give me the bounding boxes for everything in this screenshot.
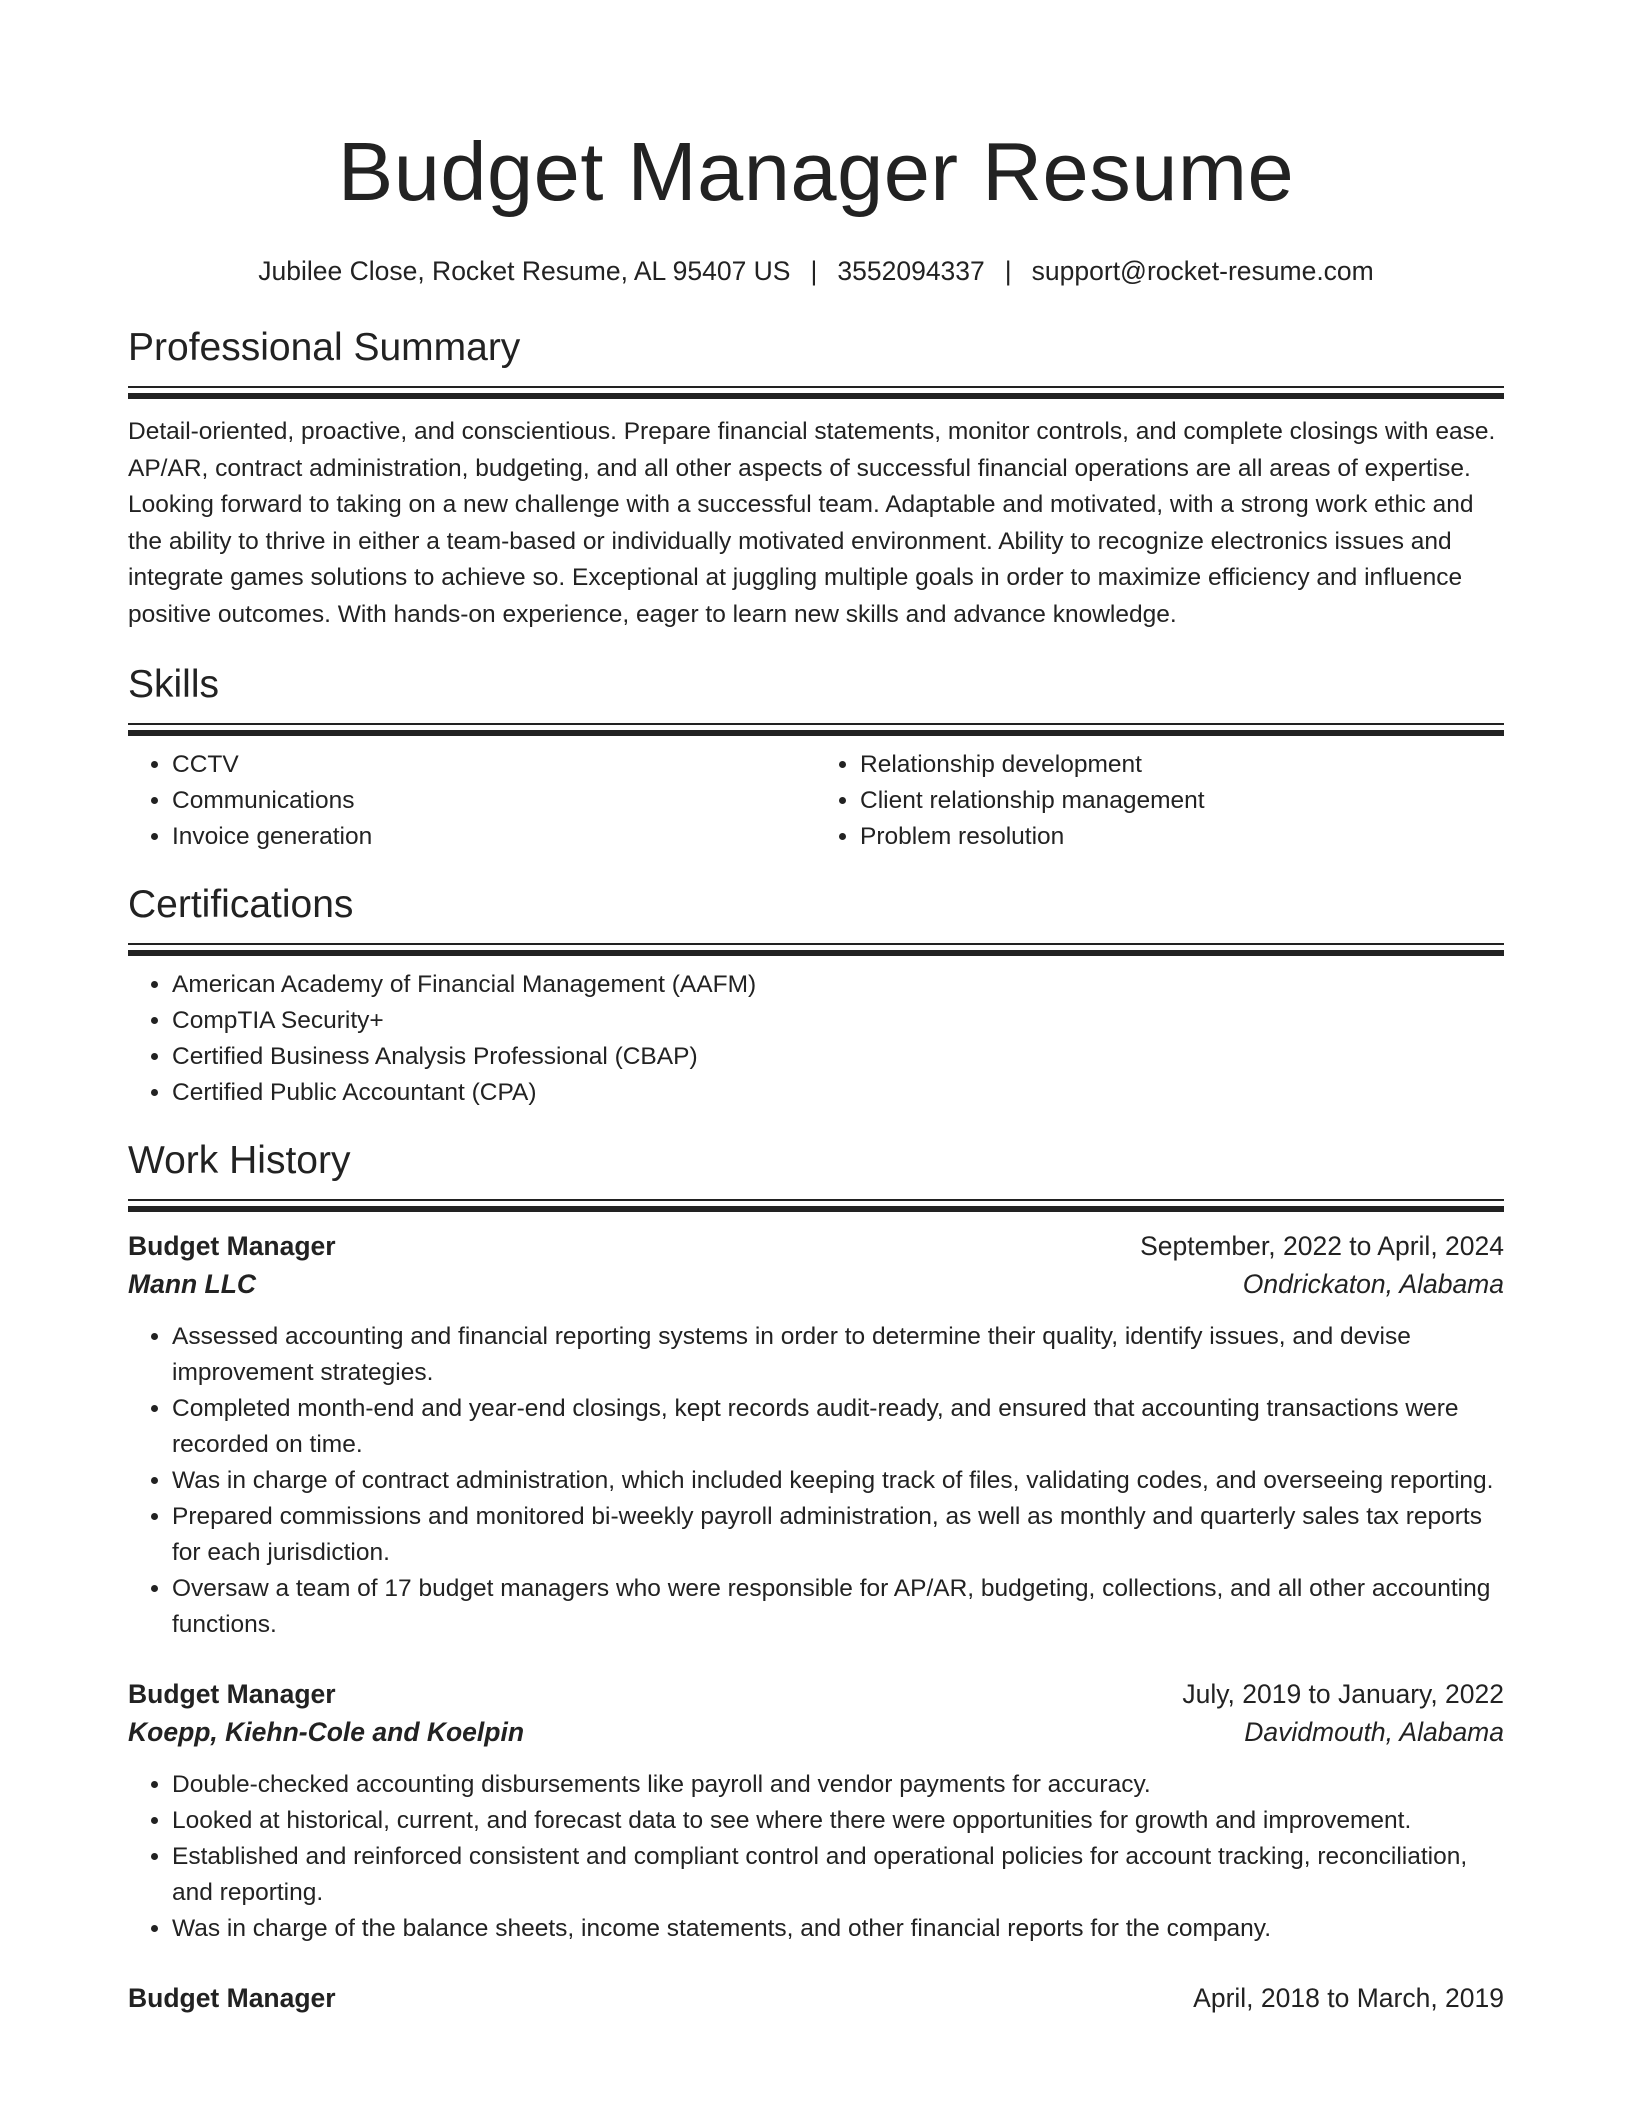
certifications-heading: Certifications	[128, 883, 354, 926]
certifications-list	[128, 967, 1504, 1111]
job-company: Mann LLC	[128, 1269, 257, 1299]
skills-list-left	[128, 747, 816, 855]
job-dates: September, 2022 to April, 2024	[1140, 1231, 1504, 1261]
skill-item: • Communications	[172, 783, 816, 819]
job-dates: April, 2018 to March, 2019	[1193, 1983, 1504, 2013]
skills-heading: Skills	[128, 663, 220, 706]
section-rule	[128, 386, 1504, 398]
job-title: Budget Manager	[128, 1983, 336, 2013]
job-bullet: • Assessed accounting and financial reporting systems in order to determine their quality, identify issues, and devise improvement strategies.	[172, 1319, 1504, 1391]
skills-section	[128, 661, 1504, 855]
job-location: Davidmouth, Alabama	[1244, 1717, 1504, 1747]
certification-item: • American Academy of Financial Management (AAFM)	[172, 967, 1504, 1003]
skills-list-right	[816, 747, 1504, 855]
job-bullet: • Established and reinforced consistent and compliant control and operational policies for account tracking, reconciliation, and reporting.	[172, 1839, 1504, 1911]
work-heading: Work History	[128, 1139, 351, 1182]
resume-title: Budget Manager Resume	[337, 125, 1295, 218]
job-bullets	[128, 1767, 1504, 1947]
contact-email: support@rocket-resume.com	[1031, 256, 1374, 286]
job-bullet: • Was in charge of contract administration, which included keeping track of files, validating codes, and overseeing reporting.	[172, 1463, 1504, 1499]
job-company-row	[128, 1713, 1504, 1751]
job-bullets	[128, 1319, 1504, 1643]
job-entry	[128, 1979, 1504, 2017]
summary-section	[128, 324, 1504, 633]
skill-item: • Invoice generation	[172, 819, 816, 855]
job-entry	[128, 1227, 1504, 1643]
job-entry	[128, 1675, 1504, 1947]
work-section	[128, 1137, 1504, 2017]
contact-phone: 3552094337	[837, 256, 985, 286]
job-title: Budget Manager	[128, 1231, 336, 1261]
contact-separator: |	[810, 256, 818, 286]
certifications-section	[128, 881, 1504, 1111]
contact-address: Jubilee Close, Rocket Resume, AL 95407 US	[258, 256, 791, 286]
certification-item: • Certified Business Analysis Professional (CBAP)	[172, 1039, 1504, 1075]
contact-separator: |	[1004, 256, 1012, 286]
job-bullet: • Oversaw a team of 17 budget managers who were responsible for AP/AR, budgeting, collections, and all other accounting functions.	[172, 1571, 1504, 1643]
section-rule	[128, 723, 1504, 735]
skill-item: • Problem resolution	[860, 819, 1504, 855]
job-bullet: • Looked at historical, current, and forecast data to see where there were opportunities for growth and improvement.	[172, 1803, 1504, 1839]
section-rule	[128, 943, 1504, 955]
job-dates: July, 2019 to January, 2022	[1182, 1679, 1504, 1709]
skill-item: • Relationship development	[860, 747, 1504, 783]
section-rule	[128, 1199, 1504, 1211]
job-location: Ondrickaton, Alabama	[1242, 1269, 1504, 1299]
contact-line	[128, 254, 1504, 288]
job-bullet: • Prepared commissions and monitored bi-weekly payroll administration, as well as monthly and quarterly sales tax reports for each jurisdiction.	[172, 1499, 1504, 1571]
certification-item: • CompTIA Security+	[172, 1003, 1504, 1039]
job-bullet: • Completed month-end and year-end closings, kept records audit-ready, and ensured that accounting transactions were recorded on time.	[172, 1391, 1504, 1463]
job-company-row	[128, 1265, 1504, 1303]
skill-item: • CCTV	[172, 747, 816, 783]
skill-item: • Client relationship management	[860, 783, 1504, 819]
job-bullet: • Double-checked accounting disbursements like payroll and vendor payments for accuracy.	[172, 1767, 1504, 1803]
job-header-row	[128, 1675, 1504, 1713]
summary-text: Detail-oriented, proactive, and conscientious. Prepare financial statements, monitor controls, and complete closings with ease. AP/AR, contract administration, budgeting, and all other aspects of successful financial operations are all areas of expertise. Looking forward to taking on a new challenge with a successful team. Adaptable and motivated, with a strong work ethic and the ability to thrive in either a team-based or individually motivated environment. Ability to recognize electronics issues and integrate games solutions to achieve so. Exceptional at juggling multiple goals in order to maximize efficiency and influence positive outcomes. With hands-on experience, eager to learn new skills and advance knowledge.	[128, 418, 1496, 628]
job-company: Koepp, Kiehn-Cole and Koelpin	[128, 1717, 525, 1747]
job-bullet: • Was in charge of the balance sheets, income statements, and other financial reports for the company.	[172, 1911, 1504, 1947]
skills-grid	[128, 747, 1504, 855]
job-header-row	[128, 1227, 1504, 1265]
certification-item: • Certified Public Accountant (CPA)	[172, 1075, 1504, 1111]
job-title: Budget Manager	[128, 1679, 336, 1709]
job-header-row	[128, 1979, 1504, 2017]
summary-heading: Professional Summary	[128, 326, 521, 369]
